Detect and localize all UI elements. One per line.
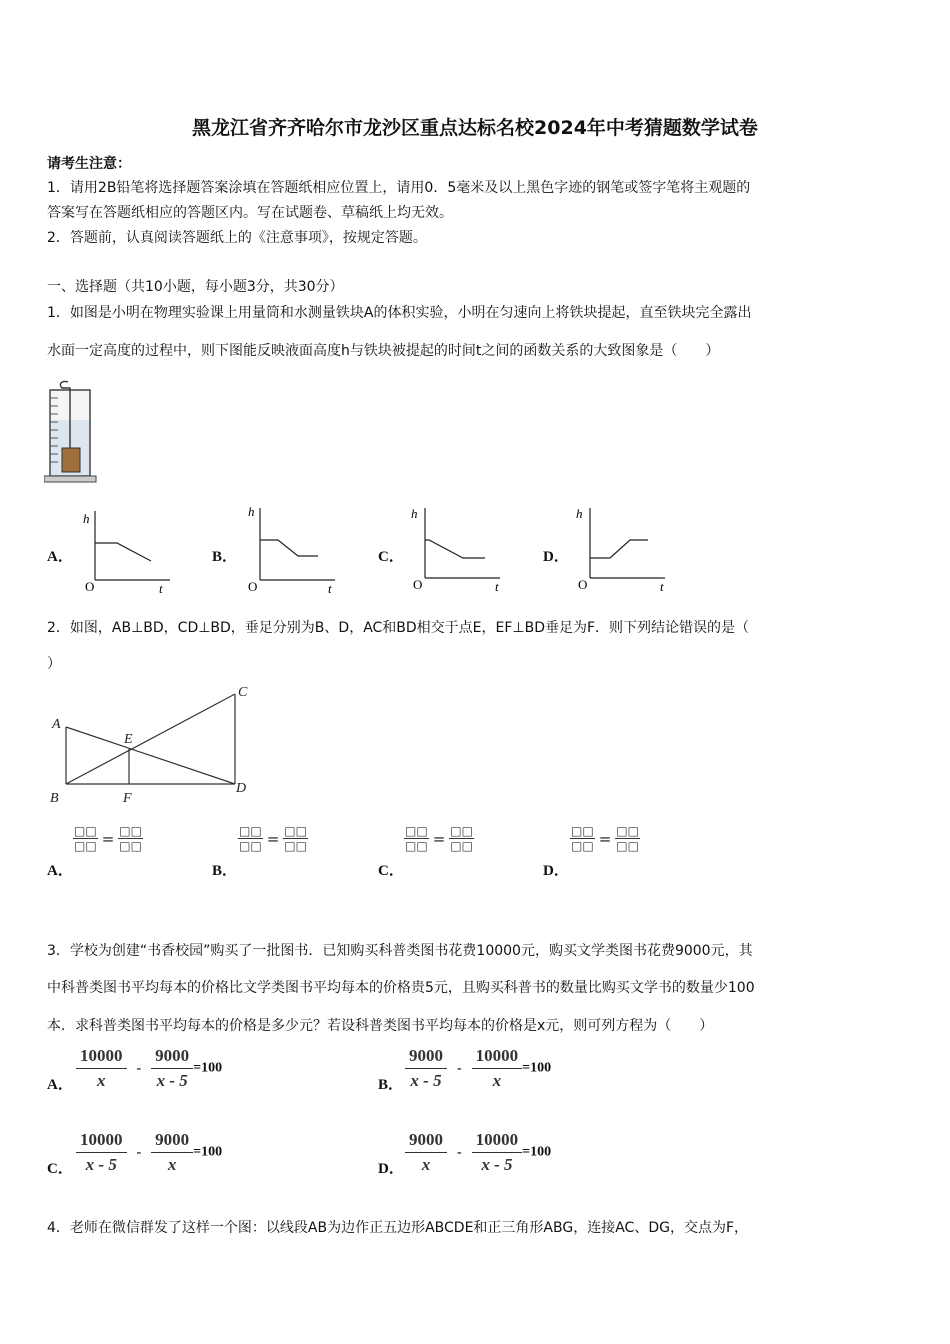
point-b-label: B: [50, 791, 59, 806]
notice-item-1a: 1．请用2B铅笔将选择题答案涂填在答题纸相应位置上，请用0．5毫米及以上黑色字迹的钢笔或签字笔将主观题的: [47, 180, 751, 196]
q3-option-c-equation: $\frac{10000}{x - 5}$ - $\frac{9000}{x}$ =100: [76, 1130, 222, 1175]
origin-label: O: [85, 579, 95, 594]
q1-option-c-label[interactable]: C．: [378, 549, 404, 565]
q2-option-c-label[interactable]: C．: [378, 863, 404, 879]
q2-geometry-figure: [44, 680, 264, 808]
q3-line-3: 本．求科普类图书平均每本的价格是多少元？若设科普类图书平均每本的价格是x元，则可列方程为（ ）: [47, 1018, 714, 1034]
point-e-label: E: [124, 732, 133, 747]
q3-option-b-label[interactable]: B．: [378, 1077, 404, 1093]
q3-option-c-label[interactable]: C．: [47, 1161, 73, 1177]
q1-graph-c: [405, 500, 505, 597]
origin-label: O: [413, 577, 423, 592]
q1-option-d-label[interactable]: D．: [543, 549, 569, 565]
axis-t-label: t: [159, 581, 163, 596]
axis-t-label: t: [495, 579, 499, 594]
q1-line-2: 水面一定高度的过程中，则下图能反映液面高度h与铁块被提起的时间t之间的函数关系的大致图象是（ ）: [47, 343, 720, 359]
q1-option-a-label[interactable]: A．: [47, 549, 73, 565]
q2-option-c-eq: □□ □□ = □□ □□: [405, 824, 473, 853]
axis-t-label: t: [328, 581, 332, 596]
axis-h-label: h: [248, 504, 255, 519]
q1-option-b-label[interactable]: B．: [212, 549, 238, 565]
q2-line-1: 2．如图，AB⊥BD，CD⊥BD，垂足分别为B、D，AC和BD相交于点E，EF⊥BD垂足为F．则下列结论错误的是（: [47, 620, 750, 636]
q3-option-a-label[interactable]: A．: [47, 1077, 73, 1093]
axis-h-label: h: [83, 511, 90, 526]
q2-option-a-eq: □□ □□ = □□ □□: [74, 824, 142, 853]
q1-line-1: 1．如图是小明在物理实验课上用量筒和水测量铁块A的体积实验，小明在匀速向上将铁块提起，直至铁块完全露出: [47, 305, 752, 321]
origin-label: O: [248, 579, 258, 594]
axis-t-label: t: [660, 579, 664, 594]
q1-graph-d: [570, 500, 670, 597]
notice-item-1b: 答案写在答题纸相应的答题区内。写在试题卷、草稿纸上均无效。: [47, 205, 453, 221]
axis-h-label: h: [411, 506, 418, 521]
q3-option-b-equation: $\frac{9000}{x - 5}$ - $\frac{10000}{x}$ =100: [405, 1046, 551, 1091]
q3-option-d-label[interactable]: D．: [378, 1161, 404, 1177]
q1-graph-a: [75, 505, 175, 597]
section-heading: 一、选择题（共10小题，每小题3分，共30分）: [47, 279, 344, 295]
q4-line-1: 4．老师在微信群发了这样一个图：以线段AB为边作正五边形ABCDE和正三角形ABG，连接AC、DG，交点为F，: [47, 1220, 748, 1236]
point-a-label: A: [52, 717, 61, 732]
q3-option-a-equation: $\frac{10000}{x}$ - $\frac{9000}{x - 5}$ =100: [76, 1046, 222, 1091]
q2-line-2: ）: [47, 656, 61, 672]
q2-option-b-label[interactable]: B．: [212, 863, 238, 879]
point-f-label: F: [123, 791, 132, 806]
q3-line-2: 中科普类图书平均每本的价格比文学类图书平均每本的价格贵5元，且购买科普书的数量比购买文学书的数量少100: [47, 980, 755, 996]
origin-label: O: [578, 577, 588, 592]
q1-graph-b: [240, 500, 340, 597]
q2-option-b-eq: □□ □□ = □□ □□: [239, 824, 307, 853]
q2-option-d-eq: □□ □□ = □□ □□: [571, 824, 639, 853]
notice-item-2: 2．答题前，认真阅读答题纸上的《注意事项》，按规定答题。: [47, 230, 427, 246]
measuring-cylinder-figure: [44, 378, 100, 486]
q3-option-d-equation: $\frac{9000}{x}$ - $\frac{10000}{x - 5}$ =100: [405, 1130, 551, 1175]
point-c-label: C: [238, 685, 248, 700]
point-d-label: D: [236, 781, 247, 796]
axis-h-label: h: [576, 506, 583, 521]
q3-line-1: 3．学校为创建“书香校园”购买了一批图书．已知购买科普类图书花费10000元，购买文学类图书花费9000元，其: [47, 943, 753, 959]
notice-heading: 请考生注意：: [47, 156, 131, 172]
q2-option-d-label[interactable]: D．: [543, 863, 569, 879]
q2-option-a-label[interactable]: A．: [47, 863, 73, 879]
page-title: 黑龙江省齐齐哈尔市龙沙区重点达标名校2024年中考猜题数学试卷: [192, 117, 758, 139]
